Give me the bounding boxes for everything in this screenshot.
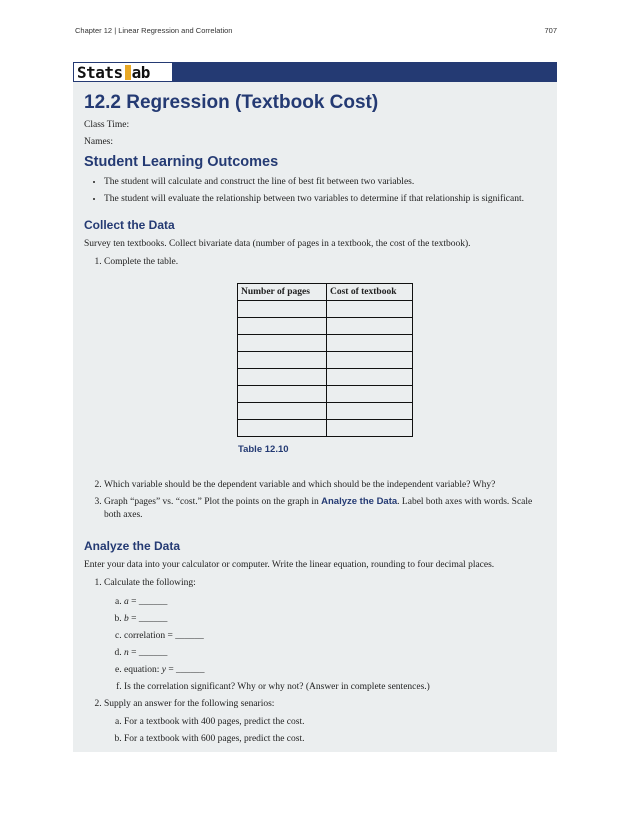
outcome-item: • The student will calculate and construct the line of best fit between two variables. xyxy=(104,176,550,188)
analyze-step-1-text: Calculate the following: xyxy=(104,578,196,588)
table-cell[interactable] xyxy=(238,300,327,317)
subitem-f xyxy=(124,681,550,693)
page-number: 707 xyxy=(544,26,557,35)
table-cell[interactable] xyxy=(327,402,413,419)
outcomes-list xyxy=(84,176,550,205)
subitem-e xyxy=(124,664,550,676)
table-cell[interactable] xyxy=(238,351,327,368)
names-label: Names: xyxy=(84,137,114,147)
analyze-data-link[interactable]: Analyze the Data xyxy=(321,496,398,507)
collect-step-2-text: Which variable should be the dependent variable and which should be the independent variable? Why? xyxy=(104,479,496,490)
stats-lab-banner xyxy=(73,62,557,82)
collect-steps xyxy=(84,256,550,269)
logo-text-left: Stats xyxy=(77,62,123,82)
table-cell[interactable] xyxy=(238,368,327,385)
table-header-row xyxy=(238,283,413,300)
table-cell[interactable] xyxy=(327,300,413,317)
stats-lab-logo xyxy=(73,62,173,82)
subitem-b xyxy=(124,613,550,625)
collect-section xyxy=(84,218,550,526)
table-row xyxy=(238,300,413,317)
table-cell[interactable] xyxy=(327,419,413,436)
analyze-intro: Enter your data into your calculator or computer. Write the linear equation, rounding to four decimal places. xyxy=(84,560,495,570)
column-header-pages: Number of pages xyxy=(238,283,327,300)
table-cell[interactable] xyxy=(238,419,327,436)
collect-step-3-text-before: Graph “pages” vs. “cost.” Plot the points on the graph in xyxy=(104,497,322,507)
table-cell[interactable] xyxy=(238,334,327,351)
collect-step-3 xyxy=(104,496,550,521)
table-cell[interactable] xyxy=(327,385,413,402)
scenario-item: a. For a textbook with 400 pages, predict the cost. xyxy=(124,716,550,728)
table-cell[interactable] xyxy=(238,317,327,334)
analyze-steps xyxy=(84,577,550,745)
class-time-label: Class Time: xyxy=(84,120,130,130)
page-title: 12.2 Regression (Textbook Cost) xyxy=(84,92,379,113)
table-row xyxy=(238,334,413,351)
var-a: a xyxy=(124,596,129,607)
table-row xyxy=(238,351,413,368)
analyze-subitems xyxy=(104,596,550,693)
subitem-a xyxy=(124,596,550,608)
scenario-subitems xyxy=(104,716,550,745)
collect-step-1-text: Complete the table. xyxy=(104,257,179,267)
table-row xyxy=(238,317,413,334)
correlation-text: correlation = ______ xyxy=(124,630,204,641)
var-n: n xyxy=(124,647,129,658)
scenario-item: b. For a textbook with 600 pages, predict the cost. xyxy=(124,733,550,745)
table-caption: Table 12.10 xyxy=(238,443,289,455)
outcomes-heading: Student Learning Outcomes xyxy=(84,154,279,170)
table-cell[interactable] xyxy=(238,402,327,419)
blank-a: = ______ xyxy=(128,596,168,607)
blank-b: = ______ xyxy=(128,613,168,624)
table-cell[interactable] xyxy=(238,385,327,402)
table-row xyxy=(238,402,413,419)
table-row xyxy=(238,368,413,385)
blank-y: = ______ xyxy=(165,664,205,675)
collect-step-1 xyxy=(104,256,550,269)
table-row xyxy=(238,385,413,402)
blank-n: = ______ xyxy=(128,647,168,658)
subitem-c xyxy=(124,630,550,642)
var-b: b xyxy=(124,613,129,624)
analyze-section xyxy=(84,539,550,750)
table-row xyxy=(238,419,413,436)
logo-bar-icon xyxy=(125,65,131,80)
analyze-step-2-text: Supply an answer for the following senarios: xyxy=(104,698,275,709)
outcome-item: • The student will evaluate the relationship between two variables to determine if that relationship is significant. xyxy=(104,193,550,205)
column-header-cost: Cost of textbook xyxy=(327,283,413,300)
analyze-step-2 xyxy=(104,698,550,746)
collect-intro: Survey ten textbooks. Collect bivariate data (number of pages in a textbook, the cost of the textbook). xyxy=(84,239,471,249)
subitem-d xyxy=(124,647,550,659)
data-table xyxy=(237,283,413,437)
table-cell[interactable] xyxy=(327,351,413,368)
collect-heading: Collect the Data xyxy=(84,218,175,232)
analyze-step-1 xyxy=(104,577,550,693)
lab-content xyxy=(84,92,550,744)
table-cell[interactable] xyxy=(327,334,413,351)
collect-steps-continued xyxy=(84,479,550,522)
table-cell[interactable] xyxy=(327,317,413,334)
var-y: y xyxy=(161,664,166,675)
meta-block xyxy=(84,120,550,147)
significance-question: Is the correlation significant? Why or why not? (Answer in complete sentences.) xyxy=(124,681,430,692)
equation-label: equation: xyxy=(124,664,162,675)
collect-step-3-text-after: . Label both axes with words. Scale both axes. xyxy=(104,497,533,520)
chapter-title: Chapter 12 | Linear Regression and Correlation xyxy=(75,26,233,35)
table-cell[interactable] xyxy=(327,368,413,385)
analyze-heading: Analyze the Data xyxy=(84,539,181,553)
logo-text-right: ab xyxy=(131,62,150,82)
collect-step-2 xyxy=(104,479,550,492)
